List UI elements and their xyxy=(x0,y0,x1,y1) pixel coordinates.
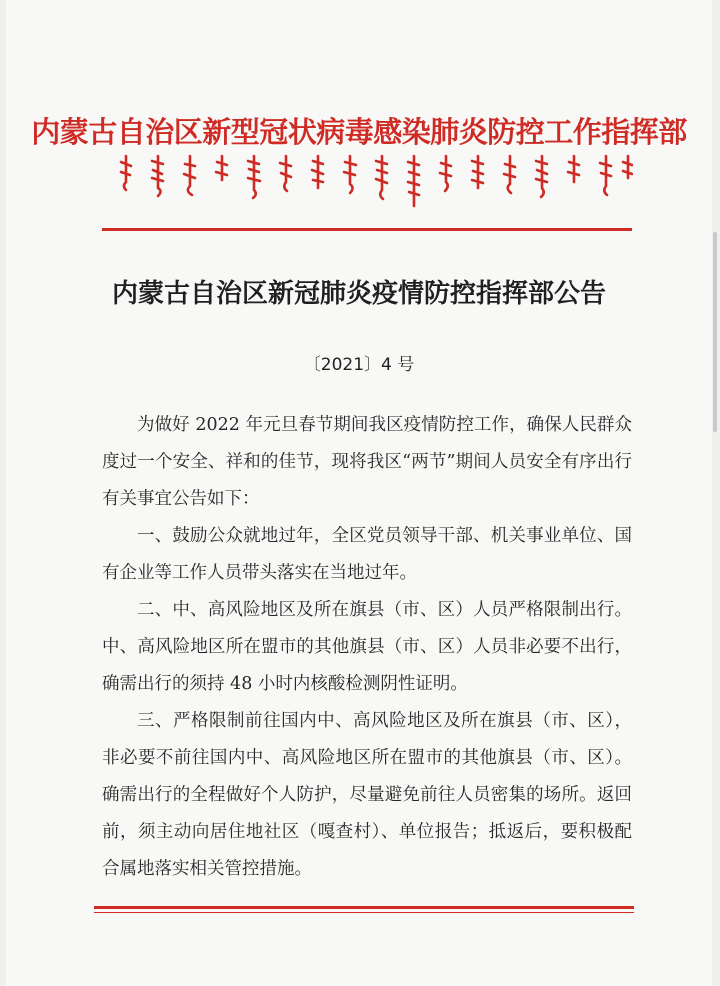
item-one-paragraph: 一、鼓励公众就地过年，全区党员领导干部、机关事业单位、国有企业等工作人员带头落实在当地过年。 xyxy=(102,526,632,583)
scrollbar-thumb[interactable] xyxy=(713,232,717,432)
red-footer-rule xyxy=(94,906,634,909)
document-body xyxy=(102,407,632,888)
document-page xyxy=(6,0,712,986)
red-footer-thin-rule xyxy=(94,912,634,913)
intro-paragraph: 为做好 2022 年元旦春节期间我区疫情防控工作，确保人民群众度过一个安全、祥和的佳节，现将我区“两节”期间人员安全有序出行有关事宜公告如下： xyxy=(102,415,632,509)
issuing-organization-header: 内蒙古自治区新型冠状病毒感染肺炎防控工作指挥部 xyxy=(31,115,687,149)
mongolian-script-header xyxy=(118,152,633,212)
document-number: 〔2021〕4 号 xyxy=(303,355,415,375)
item-three-paragraph: 三、严格限制前往国内中、高风险地区及所在旗县（市、区），非必要不前往国内中、高风险地区所在盟市的其他旗县（市、区）。确需出行的全程做好个人防护，尽量避免前往人员密集的场所。返回前，须主动向居住地社区（嘎查村）、单位报告；抵返后，要积极配合属地落实相关管控措施。 xyxy=(102,711,632,879)
document-title: 内蒙古自治区新冠肺炎疫情防控指挥部公告 xyxy=(111,279,606,309)
item-two-paragraph: 二、中、高风险地区及所在旗县（市、区）人员严格限制出行。中、高风险地区所在盟市的其他旗县（市、区）人员非必要不出行，确需出行的须持 48 小时内核酸检测阴性证明。 xyxy=(102,600,632,694)
mongolian-script-graphic xyxy=(118,152,633,212)
red-header-rule xyxy=(102,228,632,231)
